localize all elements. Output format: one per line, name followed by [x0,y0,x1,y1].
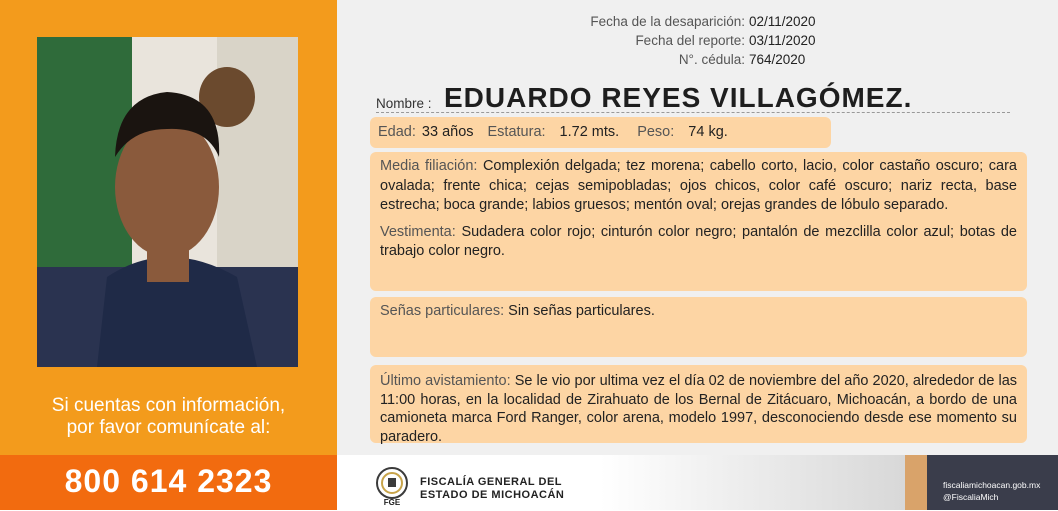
person-name: EDUARDO REYES VILLAGÓMEZ. [444,82,913,113]
filiation-text: Complexión delgada; tez morena; cabello corto, lacio, color castaño oscuro; cara ovalada; frente chica; cejas semipobladas; ojos chicos, color café oscuro; nariz recta, base estrecha; boca grande; labios gruesos; mentón oval; orejas grandes de lóbulo separado. [380,158,1017,213]
clothing-text: Sudadera color rojo; cinturón color negro; pantalón de mezclilla color azul; botas de trabajo color negro. [380,223,1017,259]
description-box [370,152,1027,291]
last-seen-box [370,365,1027,443]
missing-person-photo [37,37,298,367]
id-number-label: N°. cédula: [678,52,745,67]
stats-box [370,117,831,148]
height-value: 1.72 mts. [559,123,620,140]
filiation-label: Media filiación: [380,158,478,174]
fge-logo-icon [373,466,411,506]
contact-prompt-line1: Si cuentas con información, [51,395,286,416]
weight-value: 74 kg. [688,123,728,140]
website-link[interactable]: fiscaliamichoacan.gob.mx [943,480,1041,490]
marks-box [370,297,1027,357]
report-date: 03/11/2020 [749,33,816,48]
marks-label: Señas particulares: [380,303,505,319]
weight-label: Peso: [637,123,675,140]
name-row [376,82,1010,113]
disappearance-date: 02/11/2020 [749,14,816,29]
age-value: 33 años [421,123,474,140]
report-date-label: Fecha del reporte: [635,33,745,48]
org-name [420,476,564,502]
height-label: Estatura: [487,123,546,140]
contact-prompt-line2: por favor comunícate al: [66,417,271,438]
org-name-line2: ESTADO DE MICHOACÁN [420,489,565,501]
logo-text: FGE [383,498,401,506]
report-meta [400,12,816,69]
last-seen-text: Se le vio por ultima vez el día 02 de noviembre del año 2020, alrededor de las 11:00 horas, en la localidad de Zirahuato de los Bernal de Zitácuaro, Michoacán, a bordo de una camioneta marca Ford Ranger, color arena, modelo 1997, desconociendo desde ese momento su paradero. [380,373,1018,445]
phone-number[interactable]: 800 614 2323 [0,455,337,510]
social-handle[interactable]: @FiscaliaMich [943,492,999,502]
contact-panel [927,455,1058,510]
id-number: 764/2020 [749,52,806,67]
marks-text: Sin señas particulares. [508,303,655,319]
age-label: Edad: [378,123,416,140]
disappearance-date-label: Fecha de la desaparición: [590,14,745,29]
org-name-line1: FISCALÍA GENERAL DEL [420,476,563,488]
contact-prompt [0,395,337,439]
footer-stripe [905,455,927,510]
last-seen-label: Último avistamiento: [380,373,511,389]
name-label: Nombre : [376,96,432,111]
footer-gradient [600,455,905,510]
clothing-label: Vestimenta: [380,223,456,240]
